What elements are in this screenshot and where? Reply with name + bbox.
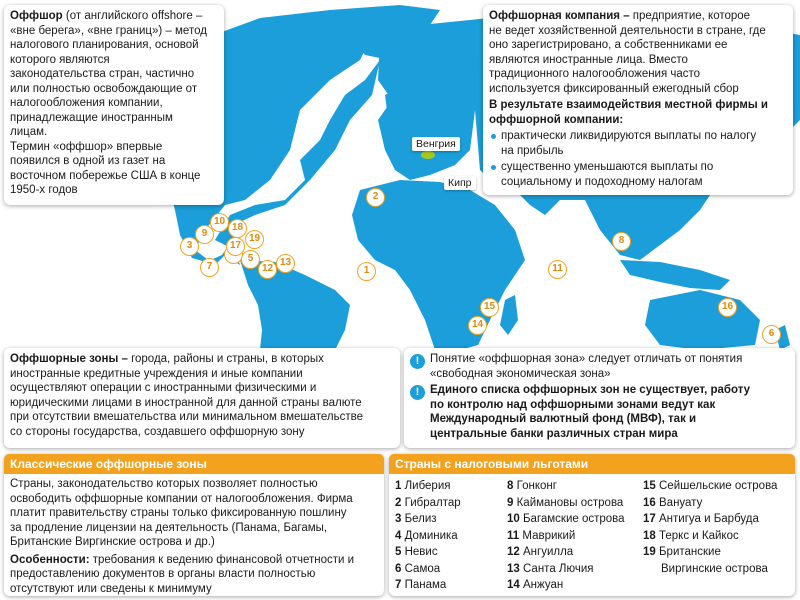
offshore-line-12: 1950-х годов xyxy=(10,184,78,196)
company-bullet-2 xyxy=(489,160,787,189)
note2-line-1: по контролю над оффшорными зонами ведут как xyxy=(430,398,716,411)
country-item: 9 Каймановы острова xyxy=(507,496,624,509)
company-bullet-1 xyxy=(489,129,787,158)
company-line-3: являются иностранные лица. Вместо xyxy=(489,53,688,66)
classic-zones-header: Классические оффшорные зоны xyxy=(4,454,384,474)
country-item: 2 Гибралтар xyxy=(395,496,461,509)
country-item: Виргинские острова xyxy=(661,562,768,575)
country-item: 13 Санта Лючия xyxy=(507,562,594,575)
tax-benefit-countries-panel xyxy=(389,454,795,596)
country-item: 4 Доминика xyxy=(395,529,458,542)
offshore-zones-box xyxy=(4,348,400,448)
company-title: Оффшорная компания – xyxy=(489,10,630,22)
zones-line-5: со стороны государства, создавшего оффшорную зону xyxy=(10,425,305,438)
country-item: 5 Невис xyxy=(395,546,438,558)
marker-18[interactable]: 18 xyxy=(228,219,247,238)
zones-title: Оффшорные зоны – xyxy=(10,353,128,365)
marker-11[interactable]: 11 xyxy=(548,260,567,279)
country-item: 14 Анжуан xyxy=(507,579,564,591)
offshore-line-10: появился в одной из газет на xyxy=(10,155,166,167)
classic-line-1: освободить оффшорные компании от налогообложения. Фирма xyxy=(10,492,353,505)
classic-zones-panel xyxy=(4,454,384,596)
country-item: 16 Вануату xyxy=(643,496,703,509)
countries-col-1 xyxy=(395,478,461,594)
features-line-1: предоставлению документов в органы власти полностью xyxy=(10,568,316,580)
offshore-line-8: лицам. xyxy=(10,126,48,138)
note2-line-2: Международный валютный фонд (МВФ), так и xyxy=(430,413,697,425)
note2-line-0: Единого списка оффшорных зон не существует, работу xyxy=(430,384,751,396)
company-bullet-2-line-1: социальному и подоходному налогам xyxy=(501,175,703,188)
zones-line-3: юридическими лицами в иностранной для данной страны валюте xyxy=(10,396,362,409)
zones-line-0: Оффшорные зоны – города, районы и страны, в которых xyxy=(10,353,324,365)
company-bullet-1-line-1: на прибыль xyxy=(501,144,564,157)
label-hungary: Венгрия xyxy=(412,137,460,151)
company-line-0: Оффшорная компания – предприятие, которое xyxy=(489,10,751,22)
zones-line-4: при отсутствии вмешательства или минимальном вмешательстве xyxy=(10,411,364,423)
offshore-line-2: налогового планирования, основой xyxy=(10,39,199,51)
notes-box xyxy=(404,348,795,448)
marker-15[interactable]: 15 xyxy=(480,298,499,317)
offshore-line-4: законодательства стран, частично xyxy=(10,68,195,80)
company-bullet-2-line-0: существенно уменьшаются выплаты по xyxy=(501,161,714,173)
offshore-line-0: Оффшор (от английского offshore – xyxy=(10,10,203,22)
warning-icon-2: ! xyxy=(410,385,425,400)
marker-16[interactable]: 16 xyxy=(718,298,737,317)
countries-header: Страны с налоговыми льготами xyxy=(389,454,795,474)
marker-8[interactable]: 8 xyxy=(612,232,631,251)
company-line-4: традиционного налогообложения часто xyxy=(489,68,701,80)
company-line-2: оно зарегистрировано, а собственниками ее xyxy=(489,39,728,51)
offshore-line-9: Термин «оффшор» впервые xyxy=(10,140,163,153)
classic-line-4: Британские Виргинские острова и др.) xyxy=(10,536,215,548)
marker-10[interactable]: 10 xyxy=(210,213,229,232)
offshore-line-11: восточном побережье США в конце xyxy=(10,169,201,182)
hungary-highlight xyxy=(421,151,435,159)
company-bullet-1-line-0: практически ликвидируются выплаты по налогу xyxy=(501,130,757,142)
note1-line-1: «свободная экономическая зона» xyxy=(430,367,611,380)
country-item: 12 Ангуилла xyxy=(507,546,574,558)
features-line-2: отсутствуют или сведены к минимуму xyxy=(10,582,212,595)
country-item: 10 Багамские острова xyxy=(507,513,625,525)
note1-line-0: Понятие «оффшорная зона» следует отличать от понятия xyxy=(430,353,743,365)
marker-12[interactable]: 12 xyxy=(258,260,277,279)
marker-3[interactable]: 3 xyxy=(180,237,199,256)
classic-line-0: Страны, законодательство которых позволяет полностью xyxy=(10,478,318,490)
company-line-5: используется фиксированный ежегодный сбор xyxy=(489,82,739,95)
marker-19[interactable]: 19 xyxy=(245,230,264,249)
offshore-definition-box xyxy=(4,5,224,205)
country-item: 1 Либерия xyxy=(395,480,451,492)
country-item: 6 Самоа xyxy=(395,562,441,575)
marker-5[interactable]: 5 xyxy=(241,250,260,269)
country-item: 17 Антигуа и Барбуда xyxy=(643,513,759,525)
country-item: 7 Панама xyxy=(395,579,447,591)
note2-line-3: центральные банки различных стран мира xyxy=(430,427,678,440)
offshore-title: Оффшор xyxy=(10,10,63,22)
marker-2[interactable]: 2 xyxy=(366,188,385,207)
country-item: 8 Гонконг xyxy=(507,480,557,492)
zones-line-2: осуществляют операции с иностранными физическими и xyxy=(10,382,317,394)
offshore-line-1: «вне берега», «вне границ») – метод xyxy=(10,24,207,37)
country-item: 15 Сейшельские острова xyxy=(643,480,778,492)
country-item: 11 Маврикий xyxy=(507,529,576,542)
marker-7[interactable]: 7 xyxy=(200,258,219,277)
offshore-line-7: принадлежащие иностранным xyxy=(10,111,173,124)
country-item: 18 Теркс и Кайкос xyxy=(643,529,739,542)
marker-17[interactable]: 17 xyxy=(226,237,245,256)
offshore-line-5: или полностью освобождающие от xyxy=(10,82,198,95)
countries-col-3 xyxy=(643,478,777,577)
company-subtitle-0: В результате взаимодействия местной фирмы и xyxy=(489,99,768,111)
classic-line-2: платит правительству страны только фиксированную пошлину xyxy=(10,507,347,519)
classic-line-3: за продление лицензии на деятельность (Панама, Багамы, xyxy=(10,521,328,534)
label-cyprus: Кипр xyxy=(444,176,476,190)
zones-line-1: иностранные кредитные учреждения и иные компании xyxy=(10,367,303,380)
country-item: 19 Британские xyxy=(643,546,721,558)
company-line-1: не ведет хозяйственной деятельности в стране, где xyxy=(489,24,766,37)
features-line-0: Особенности: требования к ведению финансовой отчетности и xyxy=(10,553,355,566)
company-subtitle-1: оффшорной компании: xyxy=(489,113,624,126)
marker-13[interactable]: 13 xyxy=(276,254,295,273)
offshore-line-3: которого являются xyxy=(10,53,110,66)
countries-list xyxy=(389,474,795,594)
country-item: 3 Белиз xyxy=(395,513,437,525)
offshore-company-box xyxy=(483,5,793,195)
marker-6[interactable]: 6 xyxy=(762,325,781,344)
marker-1[interactable]: 1 xyxy=(357,262,376,281)
warning-icon: ! xyxy=(410,354,425,369)
offshore-line-6: налогообложения компании, xyxy=(10,97,163,109)
classic-zones-body xyxy=(4,474,384,599)
marker-14[interactable]: 14 xyxy=(468,316,487,335)
countries-col-2 xyxy=(507,478,625,594)
marker-9[interactable]: 9 xyxy=(195,225,214,244)
features-title: Особенности: xyxy=(10,553,90,566)
